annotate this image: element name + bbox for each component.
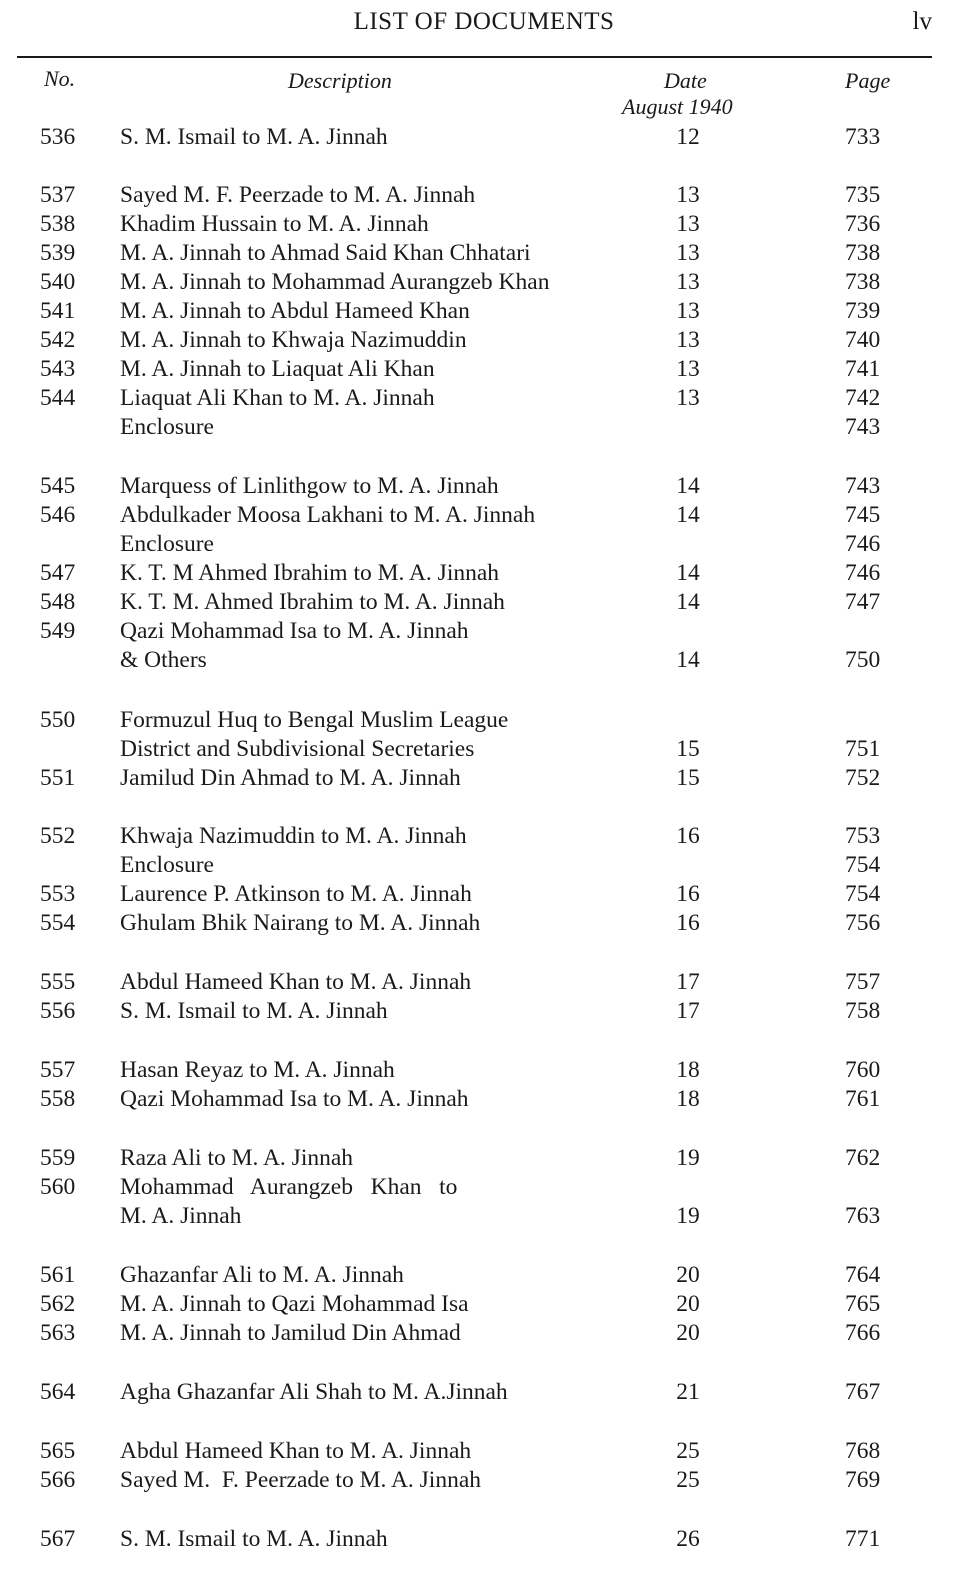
doc-number: 567 <box>40 1526 76 1552</box>
doc-date: 14 <box>676 502 700 528</box>
doc-page: 733 <box>845 124 881 150</box>
doc-description: Agha Ghazanfar Ali Shah to M. A.Jinnah <box>120 1379 508 1405</box>
doc-number: 562 <box>40 1291 76 1317</box>
doc-page: 760 <box>845 1057 881 1083</box>
doc-description: Laurence P. Atkinson to M. A. Jinnah <box>120 881 472 907</box>
column-header-date: Date <box>664 68 707 93</box>
doc-page: 753 <box>845 823 881 849</box>
table-row <box>0 616 968 646</box>
doc-page: 754 <box>845 881 881 907</box>
doc-description: M. A. Jinnah to Mohammad Aurangzeb Khan <box>120 269 550 295</box>
doc-page: 735 <box>845 182 881 208</box>
doc-description: Qazi Mohammad Isa to M. A. Jinnah <box>120 1086 469 1112</box>
doc-page: 736 <box>845 211 881 237</box>
doc-page: 750 <box>845 647 881 673</box>
doc-page: 767 <box>845 1379 881 1405</box>
doc-number: 545 <box>40 473 76 499</box>
doc-number: 549 <box>40 618 76 644</box>
doc-number: 547 <box>40 560 76 586</box>
doc-number: 548 <box>40 589 76 615</box>
doc-date: 15 <box>676 736 700 762</box>
doc-number: 563 <box>40 1320 76 1346</box>
doc-page: 761 <box>845 1086 881 1112</box>
doc-description: S. M. Ismail to M. A. Jinnah <box>120 998 388 1024</box>
header-rule <box>17 56 932 58</box>
doc-date: 19 <box>676 1203 700 1229</box>
table-row <box>0 412 968 442</box>
doc-page: 745 <box>845 502 881 528</box>
doc-description: K. T. M. Ahmed Ibrahim to M. A. Jinnah <box>120 589 505 615</box>
table-row <box>0 1260 968 1290</box>
doc-number: 560 <box>40 1174 76 1200</box>
doc-page: 738 <box>845 269 881 295</box>
doc-page: 752 <box>845 765 881 791</box>
doc-number: 541 <box>40 298 76 324</box>
doc-date: 17 <box>676 969 700 995</box>
table-row <box>0 558 968 588</box>
table-row <box>0 1465 968 1495</box>
table-row <box>0 471 968 501</box>
doc-page: 764 <box>845 1262 881 1288</box>
table-row <box>0 1201 968 1231</box>
doc-description: K. T. M Ahmed Ibrahim to M. A. Jinnah <box>120 560 500 586</box>
doc-page: 757 <box>845 969 881 995</box>
doc-number: 544 <box>40 385 76 411</box>
doc-date: 13 <box>676 269 700 295</box>
running-head <box>0 8 968 42</box>
table-row <box>0 1524 968 1554</box>
table-row <box>0 1436 968 1466</box>
table-row <box>0 180 968 210</box>
doc-description: M. A. Jinnah to Qazi Mohammad Isa <box>120 1291 469 1317</box>
doc-number: 551 <box>40 765 76 791</box>
doc-description: Khwaja Nazimuddin to M. A. Jinnah <box>120 823 467 849</box>
table-row <box>0 705 968 735</box>
table-row <box>0 500 968 530</box>
doc-description: & Others <box>120 647 207 673</box>
doc-description: Abdulkader Moosa Lakhani to M. A. Jinnah <box>120 502 536 528</box>
doc-description: Ghulam Bhik Nairang to M. A. Jinnah <box>120 910 481 936</box>
column-header-no: No. <box>44 66 76 91</box>
doc-page: 741 <box>845 356 881 382</box>
doc-number: 546 <box>40 502 76 528</box>
doc-date: 25 <box>676 1467 700 1493</box>
table-row <box>0 296 968 326</box>
doc-page: 769 <box>845 1467 881 1493</box>
doc-number: 556 <box>40 998 76 1024</box>
doc-description: Sayed M. F. Peerzade to M. A. Jinnah <box>120 182 476 208</box>
table-row <box>0 267 968 297</box>
table-row <box>0 763 968 793</box>
doc-date: 14 <box>676 647 700 673</box>
table-row <box>0 529 968 559</box>
doc-date: 18 <box>676 1086 700 1112</box>
doc-date: 20 <box>676 1291 700 1317</box>
doc-number: 543 <box>40 356 76 382</box>
doc-date: 13 <box>676 385 700 411</box>
doc-date: 18 <box>676 1057 700 1083</box>
doc-number: 553 <box>40 881 76 907</box>
doc-page: 756 <box>845 910 881 936</box>
doc-description: District and Subdivisional Secretaries <box>120 736 475 762</box>
doc-date: 15 <box>676 765 700 791</box>
table-row <box>0 908 968 938</box>
doc-description: M. A. Jinnah to Liaquat Ali Khan <box>120 356 435 382</box>
doc-number: 539 <box>40 240 76 266</box>
doc-number: 554 <box>40 910 76 936</box>
doc-date: 13 <box>676 298 700 324</box>
doc-description: S. M. Ismail to M. A. Jinnah <box>120 1526 388 1552</box>
doc-number: 538 <box>40 211 76 237</box>
table-row <box>0 1084 968 1114</box>
doc-number: 550 <box>40 707 76 733</box>
doc-number: 540 <box>40 269 76 295</box>
doc-number: 542 <box>40 327 76 353</box>
doc-date: 14 <box>676 473 700 499</box>
doc-page: 751 <box>845 736 881 762</box>
doc-description: Sayed M. F. Peerzade to M. A. Jinnah <box>120 1467 482 1493</box>
doc-page: 743 <box>845 414 881 440</box>
table-row <box>0 209 968 239</box>
doc-description: Enclosure <box>120 414 214 440</box>
doc-number: 561 <box>40 1262 76 1288</box>
doc-date: 13 <box>676 327 700 353</box>
doc-date: 12 <box>676 124 700 150</box>
table-row <box>0 734 968 764</box>
doc-description: Raza Ali to M. A. Jinnah <box>120 1145 354 1171</box>
doc-date: 25 <box>676 1438 700 1464</box>
table-row <box>0 1172 968 1202</box>
doc-date: 16 <box>676 881 700 907</box>
doc-page: 746 <box>845 560 881 586</box>
doc-number: 565 <box>40 1438 76 1464</box>
table-row <box>0 325 968 355</box>
doc-date: 17 <box>676 998 700 1024</box>
doc-date: 20 <box>676 1320 700 1346</box>
doc-description: Ghazanfar Ali to M. A. Jinnah <box>120 1262 404 1288</box>
doc-description: M. A. Jinnah to Khwaja Nazimuddin <box>120 327 467 353</box>
doc-date: 20 <box>676 1262 700 1288</box>
column-header-description: Description <box>288 68 392 93</box>
table-row <box>0 850 968 880</box>
doc-number: 537 <box>40 182 76 208</box>
table-row <box>0 122 968 152</box>
doc-description: M. A. Jinnah to Jamilud Din Ahmad <box>120 1320 461 1346</box>
doc-date: 26 <box>676 1526 700 1552</box>
table-row <box>0 587 968 617</box>
table-row <box>0 645 968 675</box>
doc-page: 771 <box>845 1526 881 1552</box>
doc-page: 739 <box>845 298 881 324</box>
doc-description: Liaquat Ali Khan to M. A. Jinnah <box>120 385 435 411</box>
doc-description: Mohammad Aurangzeb Khan to <box>120 1174 458 1200</box>
doc-date: 19 <box>676 1145 700 1171</box>
doc-date: 16 <box>676 823 700 849</box>
doc-date: 13 <box>676 240 700 266</box>
doc-number: 555 <box>40 969 76 995</box>
table-row <box>0 383 968 413</box>
column-header-date-month: August 1940 <box>622 94 733 119</box>
page-title: LIST OF DOCUMENTS <box>353 8 615 35</box>
doc-page: 746 <box>845 531 881 557</box>
doc-description: M. A. Jinnah <box>120 1203 242 1229</box>
doc-page: 743 <box>845 473 881 499</box>
doc-description: Qazi Mohammad Isa to M. A. Jinnah <box>120 618 469 644</box>
page-number: lv <box>912 8 932 35</box>
doc-page: 742 <box>845 385 881 411</box>
doc-description: Abdul Hameed Khan to M. A. Jinnah <box>120 969 472 995</box>
table-row <box>0 1377 968 1407</box>
doc-description: M. A. Jinnah to Ahmad Said Khan Chhatari <box>120 240 531 266</box>
table-row <box>0 238 968 268</box>
doc-number: 559 <box>40 1145 76 1171</box>
doc-page: 740 <box>845 327 881 353</box>
doc-page: 766 <box>845 1320 881 1346</box>
doc-page: 763 <box>845 1203 881 1229</box>
doc-number: 558 <box>40 1086 76 1112</box>
doc-date: 13 <box>676 356 700 382</box>
table-row <box>0 996 968 1026</box>
doc-description: Abdul Hameed Khan to M. A. Jinnah <box>120 1438 472 1464</box>
doc-page: 768 <box>845 1438 881 1464</box>
doc-page: 762 <box>845 1145 881 1171</box>
table-row <box>0 967 968 997</box>
doc-date: 14 <box>676 589 700 615</box>
doc-page: 747 <box>845 589 881 615</box>
doc-description: Marquess of Linlithgow to M. A. Jinnah <box>120 473 499 499</box>
doc-date: 14 <box>676 560 700 586</box>
doc-description: M. A. Jinnah to Abdul Hameed Khan <box>120 298 470 324</box>
doc-page: 754 <box>845 852 881 878</box>
table-row <box>0 354 968 384</box>
doc-number: 557 <box>40 1057 76 1083</box>
doc-number: 564 <box>40 1379 76 1405</box>
doc-description: Enclosure <box>120 852 214 878</box>
table-row <box>0 1318 968 1348</box>
doc-date: 13 <box>676 211 700 237</box>
doc-number: 552 <box>40 823 76 849</box>
doc-description: Enclosure <box>120 531 214 557</box>
table-row <box>0 1143 968 1173</box>
doc-description: Khadim Hussain to M. A. Jinnah <box>120 211 429 237</box>
table-row <box>0 821 968 851</box>
doc-page: 758 <box>845 998 881 1024</box>
doc-date: 21 <box>676 1379 700 1405</box>
doc-description: Hasan Reyaz to M. A. Jinnah <box>120 1057 395 1083</box>
table-row <box>0 879 968 909</box>
doc-description: Jamilud Din Ahmad to M. A. Jinnah <box>120 765 461 791</box>
doc-page: 765 <box>845 1291 881 1317</box>
doc-date: 13 <box>676 182 700 208</box>
table-row <box>0 1289 968 1319</box>
doc-number: 566 <box>40 1467 76 1493</box>
doc-description: S. M. Ismail to M. A. Jinnah <box>120 124 388 150</box>
column-header-page: Page <box>845 68 891 93</box>
table-row <box>0 1055 968 1085</box>
doc-description: Formuzul Huq to Bengal Muslim League <box>120 707 509 733</box>
doc-page: 738 <box>845 240 881 266</box>
doc-number: 536 <box>40 124 76 150</box>
doc-date: 16 <box>676 910 700 936</box>
